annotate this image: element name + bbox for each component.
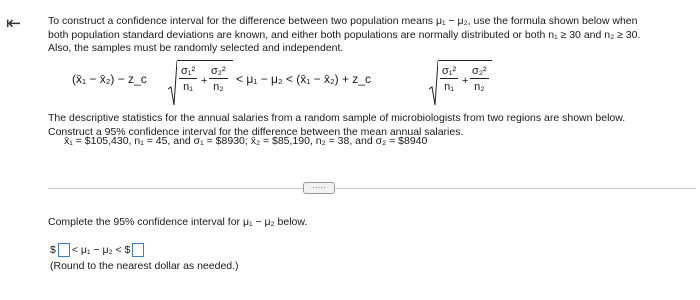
radical-sign-icon (429, 61, 438, 105)
expand-button[interactable]: ····· (303, 182, 335, 194)
sqrt-right: $\frac{\text{σ₁²}}{\text{n₁}}$ + $\frac{\text{σ₂²}}{\text{n₂}}$ (438, 60, 492, 105)
frac-sigma1: $\frac{\text{σ₁²}}{\text{n₁}}$ (181, 65, 196, 93)
interval-middle-text: < μ₁ − μ₂ < $ (71, 244, 131, 256)
answer-prompt: Complete the 95% confidence interval for μ₁ − μ₂ below. (48, 216, 308, 228)
frac-sigma2: $\frac{\text{σ₂²}}{\text{n₂}}$ (211, 65, 226, 93)
section-divider (48, 188, 696, 189)
sqrt-left: $\frac{\text{σ₁²}}{\text{n₁}}$ + $\frac{\text{σ₂²}}{\text{n₂}}$ (177, 60, 233, 105)
formula-left-term: (x̄₁ − x̄₂) − z_c (72, 72, 147, 86)
upper-bound-input[interactable] (132, 243, 144, 257)
ci-formula (72, 58, 492, 108)
frac-sigma2-right: $\frac{\text{σ₂²}}{\text{n₂}}$ (472, 65, 487, 93)
sample-statistics: x̄₁ = $105,430, n₁ = 45, and σ₁ = $8930; x̄₂ = $85,190, n₂ = 38, and σ₂ = $8940 (64, 135, 428, 147)
intro-text: To construct a confidence interval for the difference between two population means μ₁ − μ₂, use the formula shown below when both population standard deviations are known, and either both populations are normally distributed or both n₁ ≥ 30 and n₂ ≥ 30. Also, the samples must be randomly selected and independent. (48, 15, 641, 54)
answer-row (50, 243, 146, 257)
formula-middle: < μ₁ − μ₂ < (x̄₁ − x̄₂) + z_c (236, 72, 371, 86)
lower-bound-input[interactable] (58, 243, 70, 257)
rounding-note: (Round to the nearest dollar as needed.) (50, 260, 239, 272)
description-text: The descriptive statistics for the annual salaries from a random sample of microbiologists from two regions are shown below. Construct a 95% confidence interval for the difference between the mean annual salaries. (48, 112, 626, 138)
back-arrow-icon[interactable]: ⇤ (6, 13, 22, 33)
dollar-sign: $ (50, 244, 56, 256)
frac-sigma1-right: $\frac{\text{σ₁²}}{\text{n₁}}$ (442, 65, 457, 93)
radical-sign-icon (168, 61, 177, 105)
